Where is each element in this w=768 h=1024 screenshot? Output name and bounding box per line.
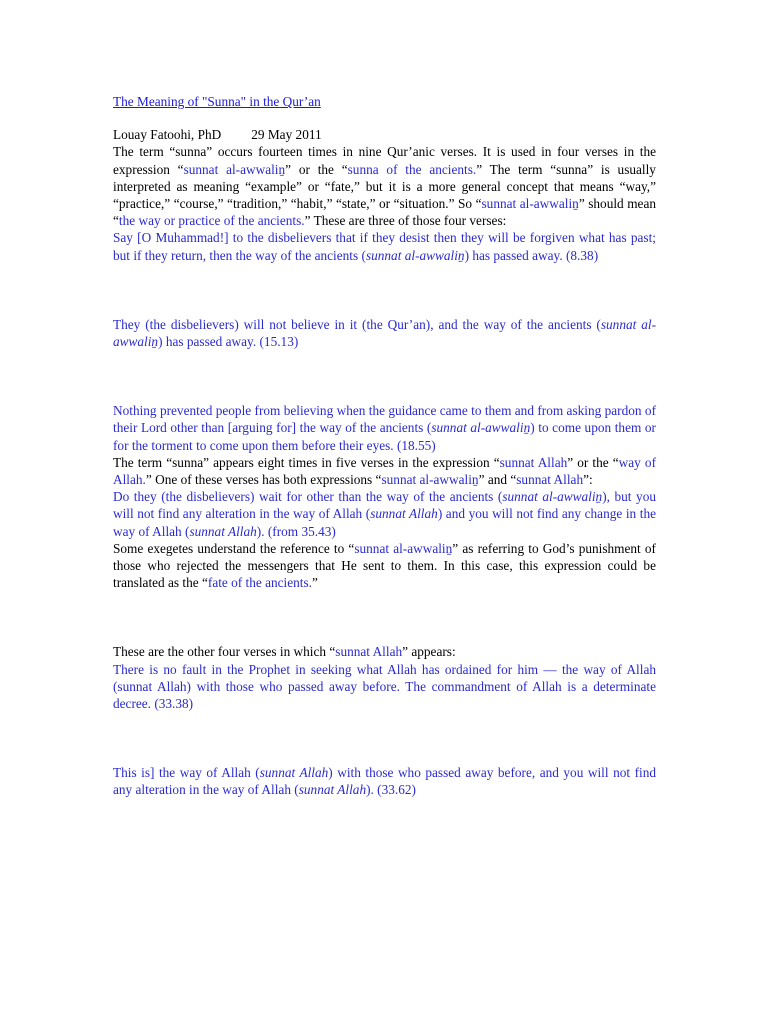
italic-term: sunnat al-awwaliṉ — [113, 316, 657, 350]
highlighted-term: sunnat Allah — [499, 454, 568, 470]
verse-quote-33-38: There is no fault in the Prophet in seeking what Allah has ordained for him — the way of Allah (sunnat Allah) with those who passed away before. The commandment of Allah is a determinate decree. (33.38) — [113, 661, 656, 712]
italic-term: sunnat Allah — [259, 765, 329, 781]
text-run: Nothing prevented people from believing when the guidance came to them and from asking pardon of their Lord other than [arguing for] the way of the ancients ( — [113, 403, 656, 436]
byline — [113, 126, 656, 143]
publication-date: 29 May 2011 — [251, 127, 322, 143]
sunnat-allah-paragraph — [113, 454, 656, 488]
verse-quote-8-38 — [113, 229, 656, 263]
text-run: They (the disbelievers) will not believe in it (the Qur’an), and the way of the ancients ( — [113, 316, 601, 332]
highlighted-term: sunnat Allah — [516, 472, 584, 488]
verse-quote-18-55 — [113, 402, 656, 454]
highlighted-term: sunnat al-awwaliṉ — [183, 161, 286, 177]
highlighted-term: sunnat al-awwaliṉ — [481, 196, 579, 212]
italic-term: sunnat al-awwaliṉ — [365, 247, 465, 263]
highlighted-term: sunna of the ancients. — [347, 161, 477, 177]
text-run: ” These are three of those four verses: — [304, 213, 507, 229]
text-run: Do they (the disbelievers) wait for other than the way of the ancients ( — [113, 489, 503, 505]
text-run: ”: — [583, 472, 593, 488]
text-run: ” or the “ — [567, 454, 619, 470]
italic-term: sunnat Allah — [189, 523, 257, 539]
highlighted-term: sunnat al-awwaliṉ — [354, 540, 453, 556]
italic-term: sunnat Allah — [298, 782, 367, 798]
italic-term: sunnat al-awwaliṉ — [431, 420, 531, 436]
text-run: ), but you will not find any alteration in the way of Allah ( — [113, 489, 657, 522]
verse-quote-35-43 — [113, 488, 656, 540]
text-run: ” as referring to God’s punishment of those who rejected the messengers that He sent to them. In this case, this expression could be translated as the “ — [113, 540, 656, 591]
text-run: ” and “ — [478, 472, 517, 488]
text-run: Some exegetes understand the reference to “ — [113, 540, 355, 556]
text-run: ). (33.62) — [366, 782, 416, 798]
highlighted-term: sunnat al-awwaliṉ — [381, 472, 479, 488]
highlighted-term: fate of the ancients. — [207, 575, 312, 591]
text-run: The term “sunna” occurs fourteen times in nine Qur’anic verses. It is used in four verses in the expression “ — [113, 144, 656, 177]
text-run: The term “sunna” appears eight times in five verses in the expression “ — [113, 454, 500, 470]
text-run: ” One of these verses has both expressions “ — [145, 472, 382, 488]
highlighted-term: way of Allah. — [113, 454, 656, 488]
text-run: ). (from 35.43) — [256, 523, 336, 539]
text-run: ) to come upon them or for the torment to come upon them before their eyes. (18.55) — [113, 420, 656, 453]
italic-term: sunnat al-awwaliṉ — [502, 489, 603, 505]
text-run: This is] the way of Allah ( — [113, 765, 260, 781]
text-run: These are the other four verses in which “ — [113, 644, 336, 660]
verse-quote-15-13 — [113, 316, 656, 350]
other-verses-intro — [113, 643, 656, 660]
author-name: Louay Fatoohi, PhD — [113, 127, 222, 143]
highlighted-term: sunnat Allah — [335, 644, 403, 660]
text-run: Say [O Muhammad!] to the disbelievers that if they desist then they will be forgiven what has past; but if they return, then the way of the ancients ( — [113, 230, 656, 263]
text-run: ) and you will not find any change in the way of Allah ( — [113, 506, 657, 539]
text-run: ) has passed away. (15.13) — [158, 334, 299, 350]
highlighted-term: the way or practice of the ancients. — [118, 213, 305, 229]
text-run: ” — [312, 575, 318, 591]
text-run: ” The term “sunna” is usually interpreted as meaning “example” or “fate,” but it is a more general concept that means “way,” “practice,” “course,” “tradition,” “habit,” “state,” or “situation.” So “ — [113, 161, 656, 212]
text-run: ) with those who passed away before, and you will not find any alteration in the way of Allah ( — [113, 765, 656, 798]
exegetes-paragraph — [113, 540, 656, 592]
document-title-link[interactable]: The Meaning of "Sunna" in the Qur’an — [113, 94, 321, 109]
spacer — [113, 712, 656, 764]
text-run: ” appears: — [402, 644, 456, 660]
text-run: ” or the “ — [285, 161, 348, 177]
spacer — [113, 264, 656, 316]
text-run: ) has passed away. (8.38) — [464, 247, 599, 263]
verse-quote-33-62 — [113, 764, 656, 798]
spacer — [113, 350, 656, 402]
text-run: ” should mean “ — [113, 196, 657, 229]
spacer — [113, 591, 656, 643]
italic-term: sunnat Allah — [370, 506, 438, 522]
intro-paragraph — [113, 143, 656, 229]
document-page — [113, 93, 656, 799]
